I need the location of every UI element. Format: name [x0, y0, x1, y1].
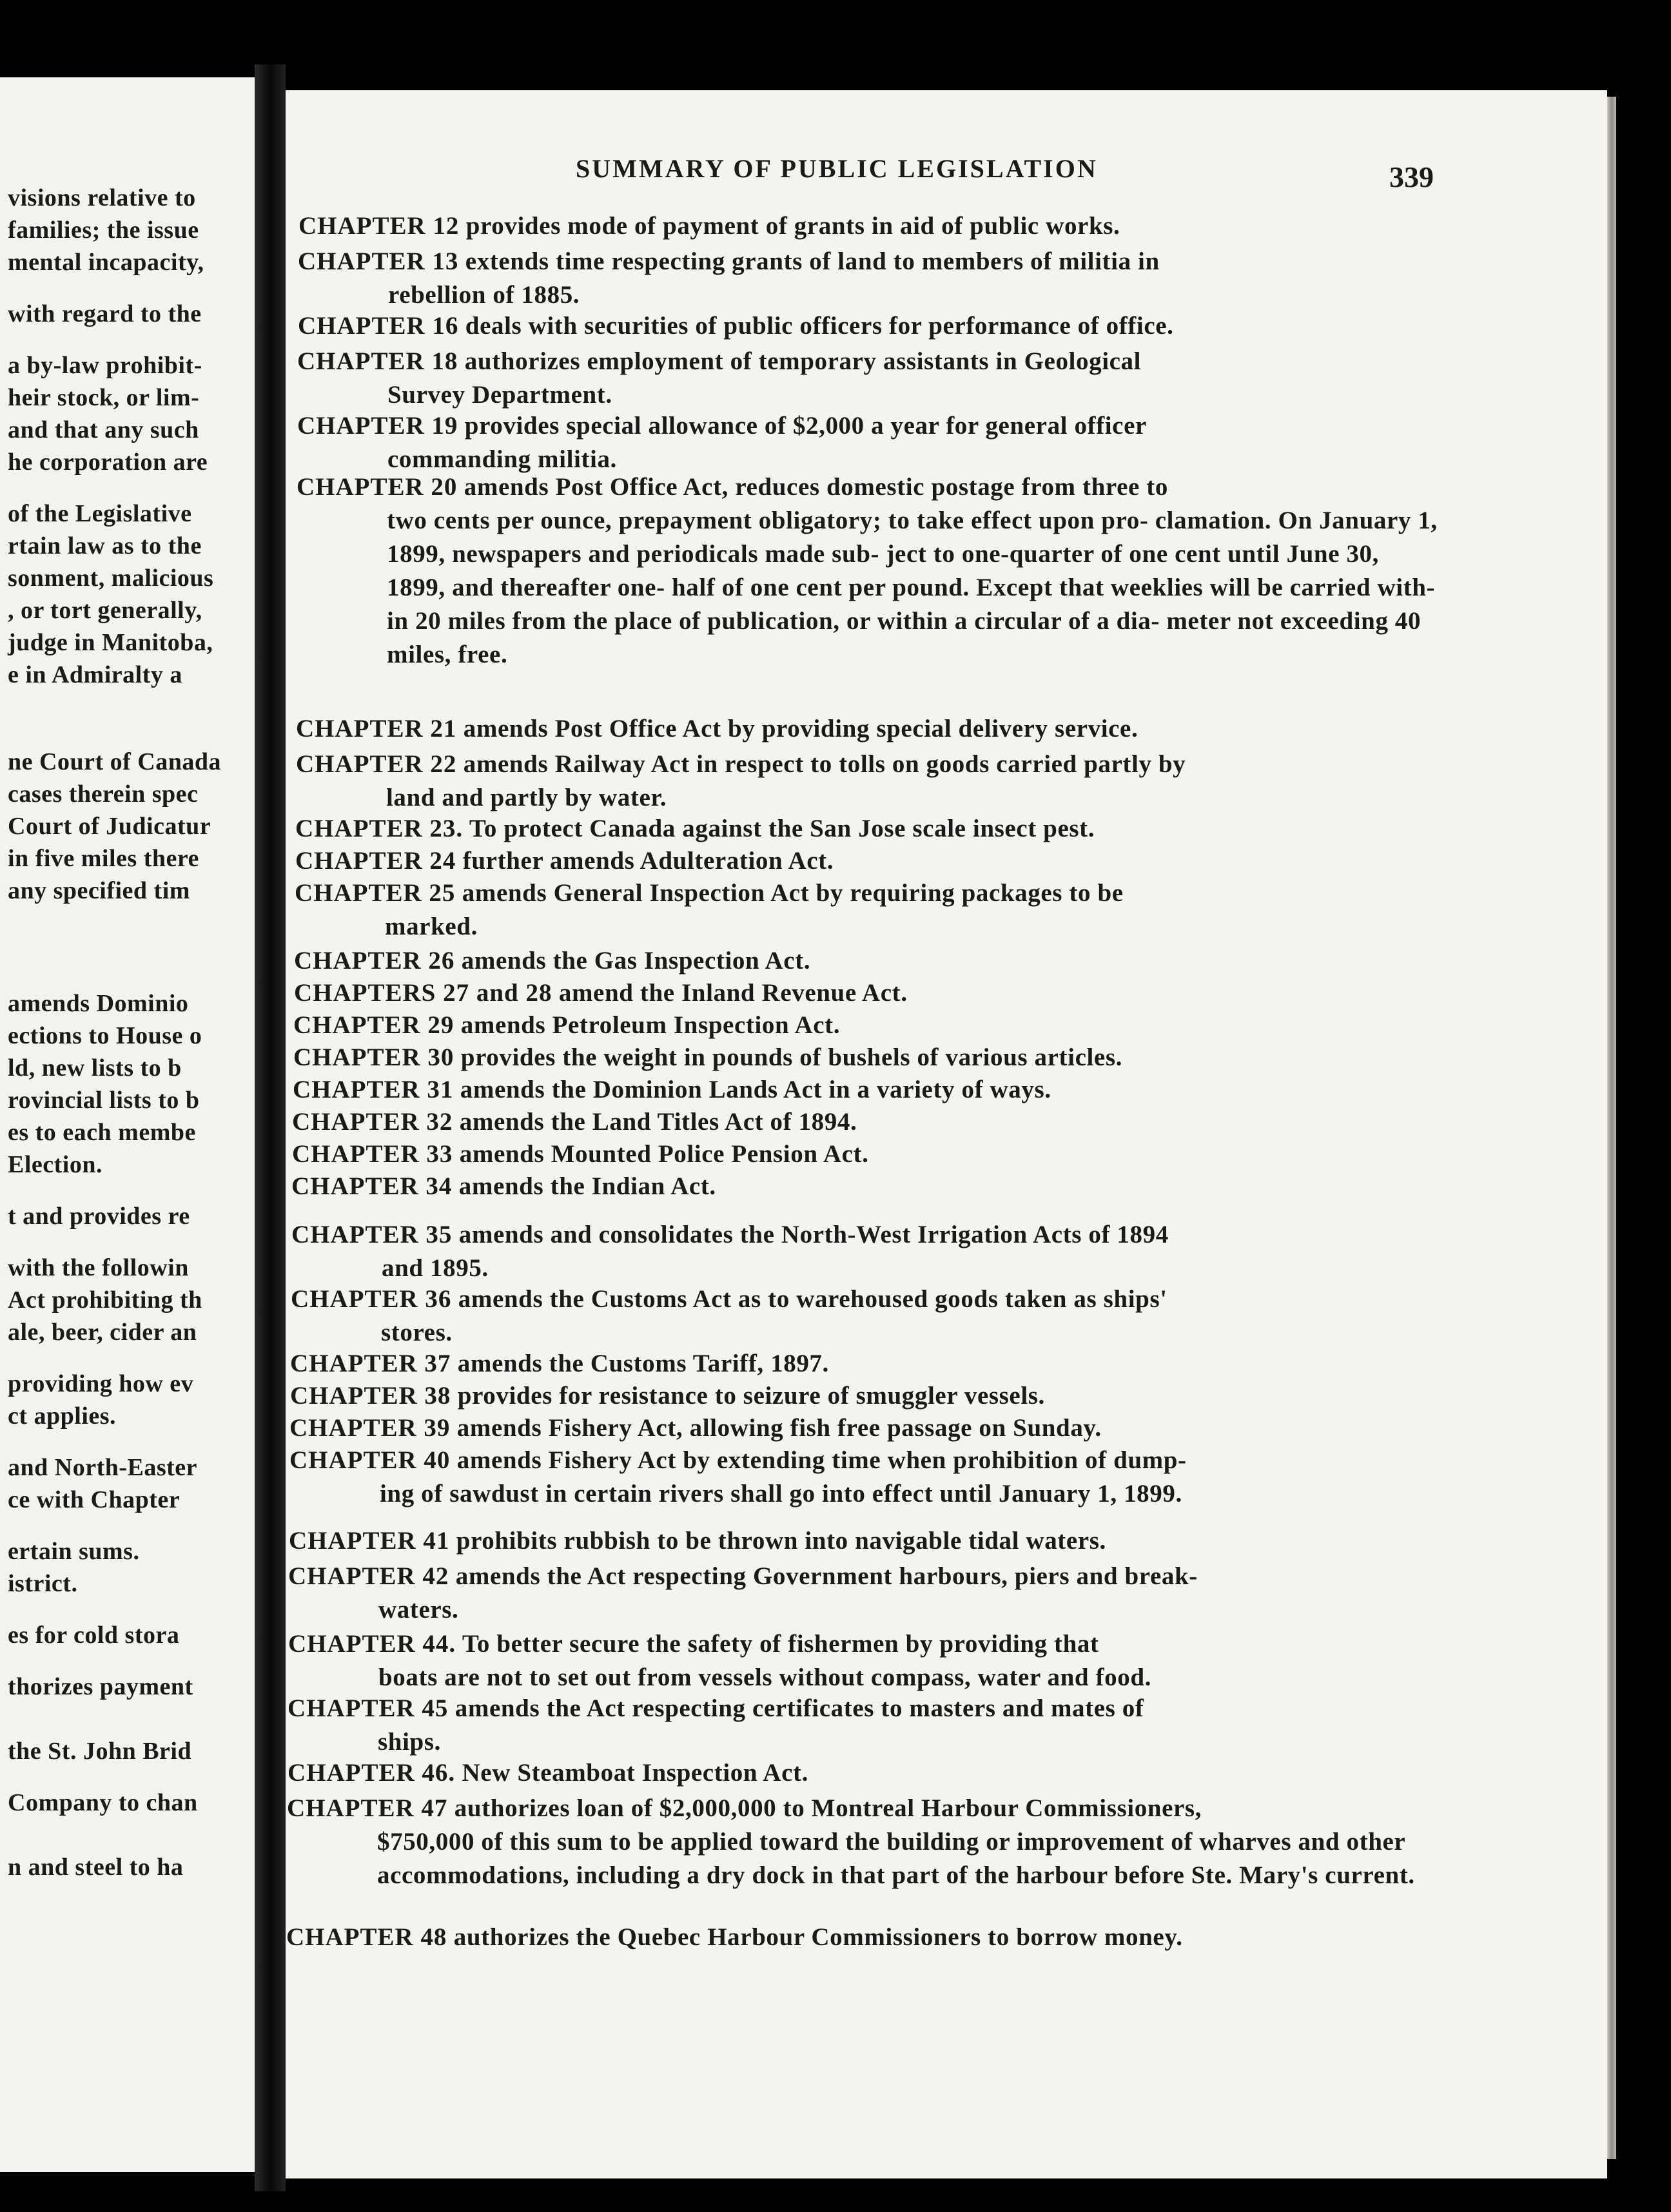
left-page-line: cases therein spec [8, 781, 199, 808]
chapter-label: CHAPTER 44. [288, 1630, 456, 1658]
chapter-text: amends the Dominion Lands Act in a variety of ways. [460, 1076, 1051, 1103]
left-page-line: providing how ev [8, 1370, 194, 1397]
chapter-text: amends Railway Act in respect to tolls on goods carried partly by [463, 750, 1186, 778]
chapter-text: amends Post Office Act by providing special delivery service. [463, 715, 1138, 742]
chapter-label: CHAPTER 13 [298, 247, 459, 275]
left-page-line: any specified tim [8, 877, 190, 904]
chapter-text: further amends Adulteration Act. [462, 847, 834, 875]
chapter-label: CHAPTER 45 [288, 1694, 449, 1722]
chapter-text: provides the weight in pounds of bushels of various articles. [460, 1043, 1122, 1071]
page-number: 339 [1389, 160, 1434, 193]
chapter-entry [288, 1560, 1436, 1627]
left-page-line: es for cold stora [8, 1622, 180, 1649]
chapter-text: New Steamboat Inspection Act. [462, 1759, 808, 1787]
chapter-label: CHAPTER 18 [297, 347, 458, 375]
chapter-label: CHAPTER 19 [297, 412, 458, 440]
chapter-entry [292, 1138, 1440, 1171]
chapter-entry [293, 1009, 1441, 1042]
chapter-entry [295, 877, 1442, 944]
left-page-line: he corporation are [8, 449, 208, 476]
page-edge [1607, 97, 1616, 2159]
chapter-text: amends the Indian Act. [458, 1172, 716, 1200]
left-page-line: ale, beer, cider an [8, 1319, 197, 1346]
chapter-text: amends the Act respecting Government harbours, piers and break- [455, 1562, 1198, 1590]
chapter-label: CHAPTER 33 [292, 1140, 453, 1168]
chapter-text: amends Post Office Act, reduces domestic postage from three to [464, 473, 1168, 501]
chapter-label: CHAPTER 29 [293, 1011, 454, 1039]
chapter-continuation: land and partly by water. [386, 784, 667, 811]
chapter-label: CHAPTER 30 [293, 1043, 454, 1071]
chapter-label: CHAPTER 23. [295, 815, 464, 842]
chapter-entry [290, 1347, 1438, 1381]
left-page-line: sonment, malicious [8, 565, 214, 592]
chapter-label: CHAPTER 40 [289, 1446, 451, 1474]
chapter-text: amends General Inspection Act by requiring packages to be [462, 879, 1124, 907]
left-page-line: , or tort generally, [8, 597, 202, 624]
chapter-text: amend the Inland Revenue Act. [558, 979, 908, 1007]
chapter-label: CHAPTER 38 [290, 1382, 451, 1410]
chapter-text: authorizes the Quebec Harbour Commissioners to borrow money. [453, 1923, 1183, 1951]
chapter-text: amends Mounted Police Pension Act. [459, 1140, 869, 1168]
chapter-label: CHAPTER 41 [289, 1527, 450, 1555]
chapter-text: amends Fishery Act by extending time when prohibition of dump- [456, 1446, 1187, 1474]
left-page-line: e in Admiralty a [8, 661, 182, 688]
chapter-continuation: waters. [378, 1596, 459, 1624]
chapter-entry [291, 1218, 1439, 1285]
chapter-continuation: boats are not to set out from vessels without compass, water and food. [378, 1664, 1151, 1691]
chapter-label: CHAPTER 24 [295, 847, 456, 875]
left-page-line: amends Dominio [8, 990, 189, 1017]
chapter-label: CHAPTERS 27 and 28 [294, 979, 552, 1007]
left-page-line: ne Court of Canada [8, 748, 221, 775]
left-page-line: Company to chan [8, 1789, 198, 1816]
chapter-entry [295, 812, 1443, 846]
left-page-line: and that any such [8, 416, 199, 443]
chapter-text: provides for resistance to seizure of smuggler vessels. [457, 1382, 1045, 1410]
left-page-line: istrict. [8, 1570, 78, 1597]
left-page-line: judge in Manitoba, [8, 629, 213, 656]
chapter-label: CHAPTER 39 [289, 1414, 451, 1442]
left-page-line: ce with Chapter [8, 1486, 181, 1513]
left-page-line: t and provides re [8, 1203, 190, 1230]
main-page [286, 90, 1607, 2178]
chapter-entry [297, 409, 1445, 476]
chapter-continuation: $750,000 of this sum to be applied toward the building or improvement of wharves and other accommodations, including a dry dock in that part of the harbour before Ste. Mary's current. [377, 1828, 1415, 1889]
chapter-text: amends the Act respecting certificates to masters and mates of [454, 1694, 1144, 1722]
chapter-label: CHAPTER 48 [286, 1923, 447, 1951]
chapter-entry [286, 1921, 1434, 1954]
chapter-label: CHAPTER 47 [287, 1794, 448, 1822]
left-page-line: the St. John Brid [8, 1738, 192, 1765]
left-page-line: es to each membe [8, 1119, 196, 1146]
left-page-line: heir stock, or lim- [8, 384, 200, 411]
chapter-continuation: rebellion of 1885. [388, 281, 580, 309]
chapter-entry [296, 748, 1443, 815]
chapter-entry [289, 1524, 1436, 1558]
chapter-label: CHAPTER 34 [291, 1172, 453, 1200]
left-page-line: families; the issue [8, 217, 199, 244]
chapter-continuation: marked. [385, 913, 478, 940]
chapter-entry [289, 1412, 1437, 1445]
chapter-label: CHAPTER 42 [288, 1562, 449, 1590]
chapter-label: CHAPTER 37 [290, 1350, 451, 1377]
chapter-entry [294, 944, 1441, 978]
left-page-line: ct applies. [8, 1402, 117, 1430]
chapter-text: amends and consolidates the North-West Irrigation Acts of 1894 [458, 1221, 1169, 1248]
left-page-line: with the followin [8, 1254, 189, 1281]
chapter-text: amends the Land Titles Act of 1894. [459, 1108, 857, 1136]
left-page-line: visions relative to [8, 184, 196, 211]
chapter-text: authorizes loan of $2,000,000 to Montreal Harbour Commissioners, [454, 1794, 1202, 1822]
chapter-continuation: commanding militia. [387, 445, 617, 473]
chapter-entry [297, 471, 1444, 672]
chapter-label: CHAPTER 25 [295, 879, 456, 907]
chapter-continuation: two cents per ounce, prepayment obligatory; to take effect upon pro- clamation. On January 1, 1899, newspapers and periodicals made sub- ject to one-quarter of one cent until June 30, 1899, and thereafter one- half of one cent per pound. Except that weeklies will be carried with- in 20 miles from the place of publication, or within a circular of a dia- meter not exceeding 40 miles, free. [387, 507, 1438, 668]
chapter-text: To protect Canada against the San Jose scale insect pest. [469, 815, 1095, 842]
chapter-entry [297, 345, 1445, 412]
left-page-line: rovincial lists to b [8, 1087, 200, 1114]
chapter-entry [296, 712, 1443, 746]
chapter-entry [291, 1170, 1439, 1203]
chapter-entry [293, 1073, 1440, 1107]
chapter-text: To better secure the safety of fishermen by providing that [462, 1630, 1099, 1658]
left-page-line: ld, new lists to b [8, 1054, 182, 1082]
chapter-text: authorizes employment of temporary assistants in Geological [464, 347, 1142, 375]
chapter-text: prohibits rubbish to be thrown into navigable tidal waters. [456, 1527, 1106, 1555]
chapter-label: CHAPTER 16 [298, 312, 459, 340]
chapter-entry [291, 1283, 1438, 1350]
chapter-entry [298, 309, 1445, 343]
chapter-text: amends Fishery Act, allowing fish free passage on Sunday. [456, 1414, 1102, 1442]
chapter-text: deals with securities of public officers for performance of office. [465, 312, 1174, 340]
chapter-entry [298, 245, 1445, 312]
chapter-label: CHAPTER 26 [294, 947, 455, 975]
left-page-line: with regard to the [8, 300, 202, 327]
chapter-entry [289, 1444, 1437, 1511]
left-page-line: rtain law as to the [8, 532, 202, 559]
chapter-label: CHAPTER 20 [297, 473, 458, 501]
left-facing-page [0, 77, 255, 2172]
chapter-entry [288, 1627, 1436, 1694]
chapter-label: CHAPTER 31 [293, 1076, 454, 1103]
chapter-continuation: ing of sawdust in certain rivers shall go into effect until January 1, 1899. [380, 1480, 1182, 1508]
chapter-text: amends the Gas Inspection Act. [461, 947, 811, 975]
chapter-label: CHAPTER 12 [298, 212, 460, 240]
left-page-line: ections to House o [8, 1022, 202, 1049]
chapter-entry [293, 1041, 1441, 1074]
chapter-label: CHAPTER 35 [291, 1221, 453, 1248]
left-page-line: mental incapacity, [8, 249, 204, 276]
chapter-text: amends Petroleum Inspection Act. [460, 1011, 841, 1039]
left-page-line: n and steel to ha [8, 1854, 184, 1881]
chapter-entry [288, 1756, 1435, 1790]
left-page-line: in five miles there [8, 845, 199, 872]
left-page-line: a by-law prohibit- [8, 352, 202, 379]
left-page-line: and North-Easter [8, 1454, 198, 1481]
left-page-line: Court of Judicatur [8, 813, 211, 840]
left-page-line: of the Legislative [8, 500, 192, 527]
chapter-entry [294, 976, 1441, 1010]
running-head: SUMMARY OF PUBLIC LEGISLATION [576, 154, 1098, 183]
left-page-line: Act prohibiting th [8, 1286, 202, 1314]
chapter-label: CHAPTER 46. [288, 1759, 456, 1787]
chapter-continuation: and 1895. [382, 1254, 489, 1282]
chapter-text: amends the Customs Act as to warehoused goods taken as ships' [458, 1285, 1168, 1313]
chapter-entry [292, 1105, 1440, 1139]
chapter-continuation: ships. [378, 1728, 441, 1756]
chapter-entry [290, 1379, 1438, 1413]
chapter-text: provides mode of payment of grants in aid of public works. [465, 212, 1120, 240]
chapter-entry [287, 1792, 1434, 1892]
chapter-text: extends time respecting grants of land to members of militia in [465, 247, 1160, 275]
chapter-label: CHAPTER 36 [291, 1285, 452, 1313]
left-page-line: thorizes payment [8, 1673, 193, 1700]
chapter-text: amends the Customs Tariff, 1897. [457, 1350, 829, 1377]
chapter-label: CHAPTER 32 [292, 1108, 453, 1136]
chapter-entry [288, 1692, 1435, 1759]
chapter-continuation: Survey Department. [387, 381, 612, 409]
book-gutter [255, 64, 286, 2191]
chapter-text: provides special allowance of $2,000 a year for general officer [464, 412, 1147, 440]
chapter-continuation: stores. [381, 1319, 453, 1346]
left-page-line: Election. [8, 1151, 103, 1178]
chapter-label: CHAPTER 22 [296, 750, 457, 778]
chapter-entry [298, 209, 1446, 243]
chapter-entry [295, 844, 1443, 878]
left-page-line: ertain sums. [8, 1538, 140, 1565]
chapter-label: CHAPTER 21 [296, 715, 457, 742]
